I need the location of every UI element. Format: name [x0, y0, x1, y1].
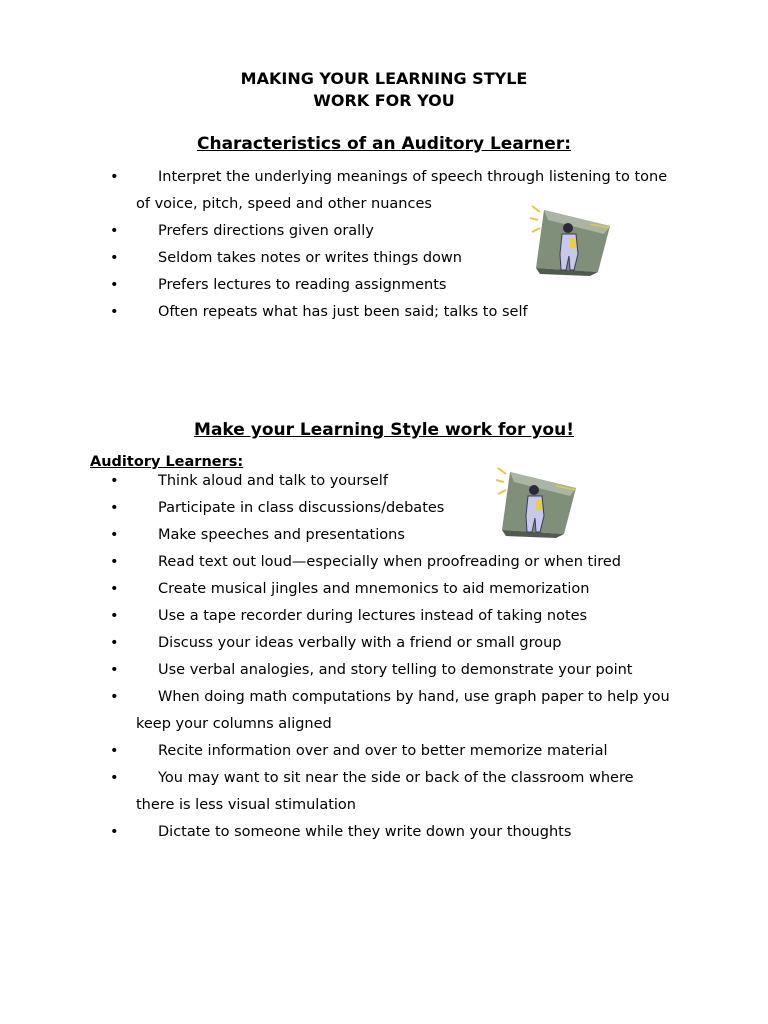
bullet-glyph: •	[110, 304, 119, 320]
list-item	[0, 765, 676, 819]
document-title-line-2: WORK FOR YOU	[313, 91, 455, 110]
speaker-with-megaphone-icon	[496, 466, 578, 538]
list-item-text: Think aloud and talk to yourself	[158, 473, 388, 489]
list-item-text: Recite information over and over to better memorize material	[158, 743, 608, 759]
bullet-glyph: •	[110, 662, 119, 678]
section2-heading: Make your Learning Style work for you!	[194, 420, 574, 440]
bullet-glyph: •	[110, 473, 119, 489]
list-item-text: When doing math computations by hand, use graph paper to help you keep your columns aligned	[136, 689, 670, 732]
bullet-glyph: •	[110, 770, 119, 786]
list-item	[0, 684, 676, 738]
list-item-text: Prefers directions given orally	[158, 223, 374, 239]
list-item-text: Discuss your ideas verbally with a friend or small group	[158, 635, 562, 651]
bullet-glyph: •	[110, 689, 119, 705]
bullet-glyph: •	[110, 581, 119, 597]
list-item	[0, 272, 676, 299]
list-item	[0, 549, 676, 576]
list-item	[0, 299, 676, 326]
bullet-glyph: •	[110, 500, 119, 516]
speaker-with-megaphone-icon	[530, 204, 612, 276]
list-item	[0, 576, 676, 603]
bullet-glyph: •	[110, 743, 119, 759]
bullet-glyph: •	[110, 824, 119, 840]
list-item-text: Interpret the underlying meanings of speech through listening to tone of voice, pitch, speed and other nuances	[136, 169, 668, 212]
list-item	[0, 603, 676, 630]
list-item-text: Create musical jingles and mnemonics to aid memorization	[158, 581, 590, 597]
bullet-glyph: •	[110, 277, 119, 293]
list-item-text: Often repeats what has just been said; talks to self	[158, 304, 528, 320]
bullet-glyph: •	[110, 250, 119, 266]
section2-subheading: Auditory Learners:	[90, 454, 244, 470]
section1-heading: Characteristics of an Auditory Learner:	[197, 134, 571, 154]
list-item-text: Use a tape recorder during lectures instead of taking notes	[158, 608, 588, 624]
bullet-glyph: •	[110, 169, 119, 185]
list-item-text: Dictate to someone while they write down your thoughts	[158, 824, 572, 840]
list-item-text: Prefers lectures to reading assignments	[158, 277, 447, 293]
list-item-text: Seldom takes notes or writes things down	[158, 250, 462, 266]
bullet-glyph: •	[110, 608, 119, 624]
bullet-glyph: •	[110, 635, 119, 651]
list-item-text: You may want to sit near the side or back of the classroom where there is less visual stimulation	[136, 770, 634, 813]
list-item	[0, 819, 676, 846]
list-item-text: Make speeches and presentations	[158, 527, 405, 543]
list-item-text: Use verbal analogies, and story telling to demonstrate your point	[158, 662, 633, 678]
list-item	[0, 657, 676, 684]
list-item-text: Read text out loud—especially when proofreading or when tired	[158, 554, 621, 570]
list-item	[0, 630, 676, 657]
list-item	[0, 738, 676, 765]
list-item-text: Participate in class discussions/debates	[158, 500, 445, 516]
bullet-glyph: •	[110, 223, 119, 239]
document-title-line-1: MAKING YOUR LEARNING STYLE	[240, 69, 528, 88]
bullet-glyph: •	[110, 527, 119, 543]
bullet-glyph: •	[110, 554, 119, 570]
